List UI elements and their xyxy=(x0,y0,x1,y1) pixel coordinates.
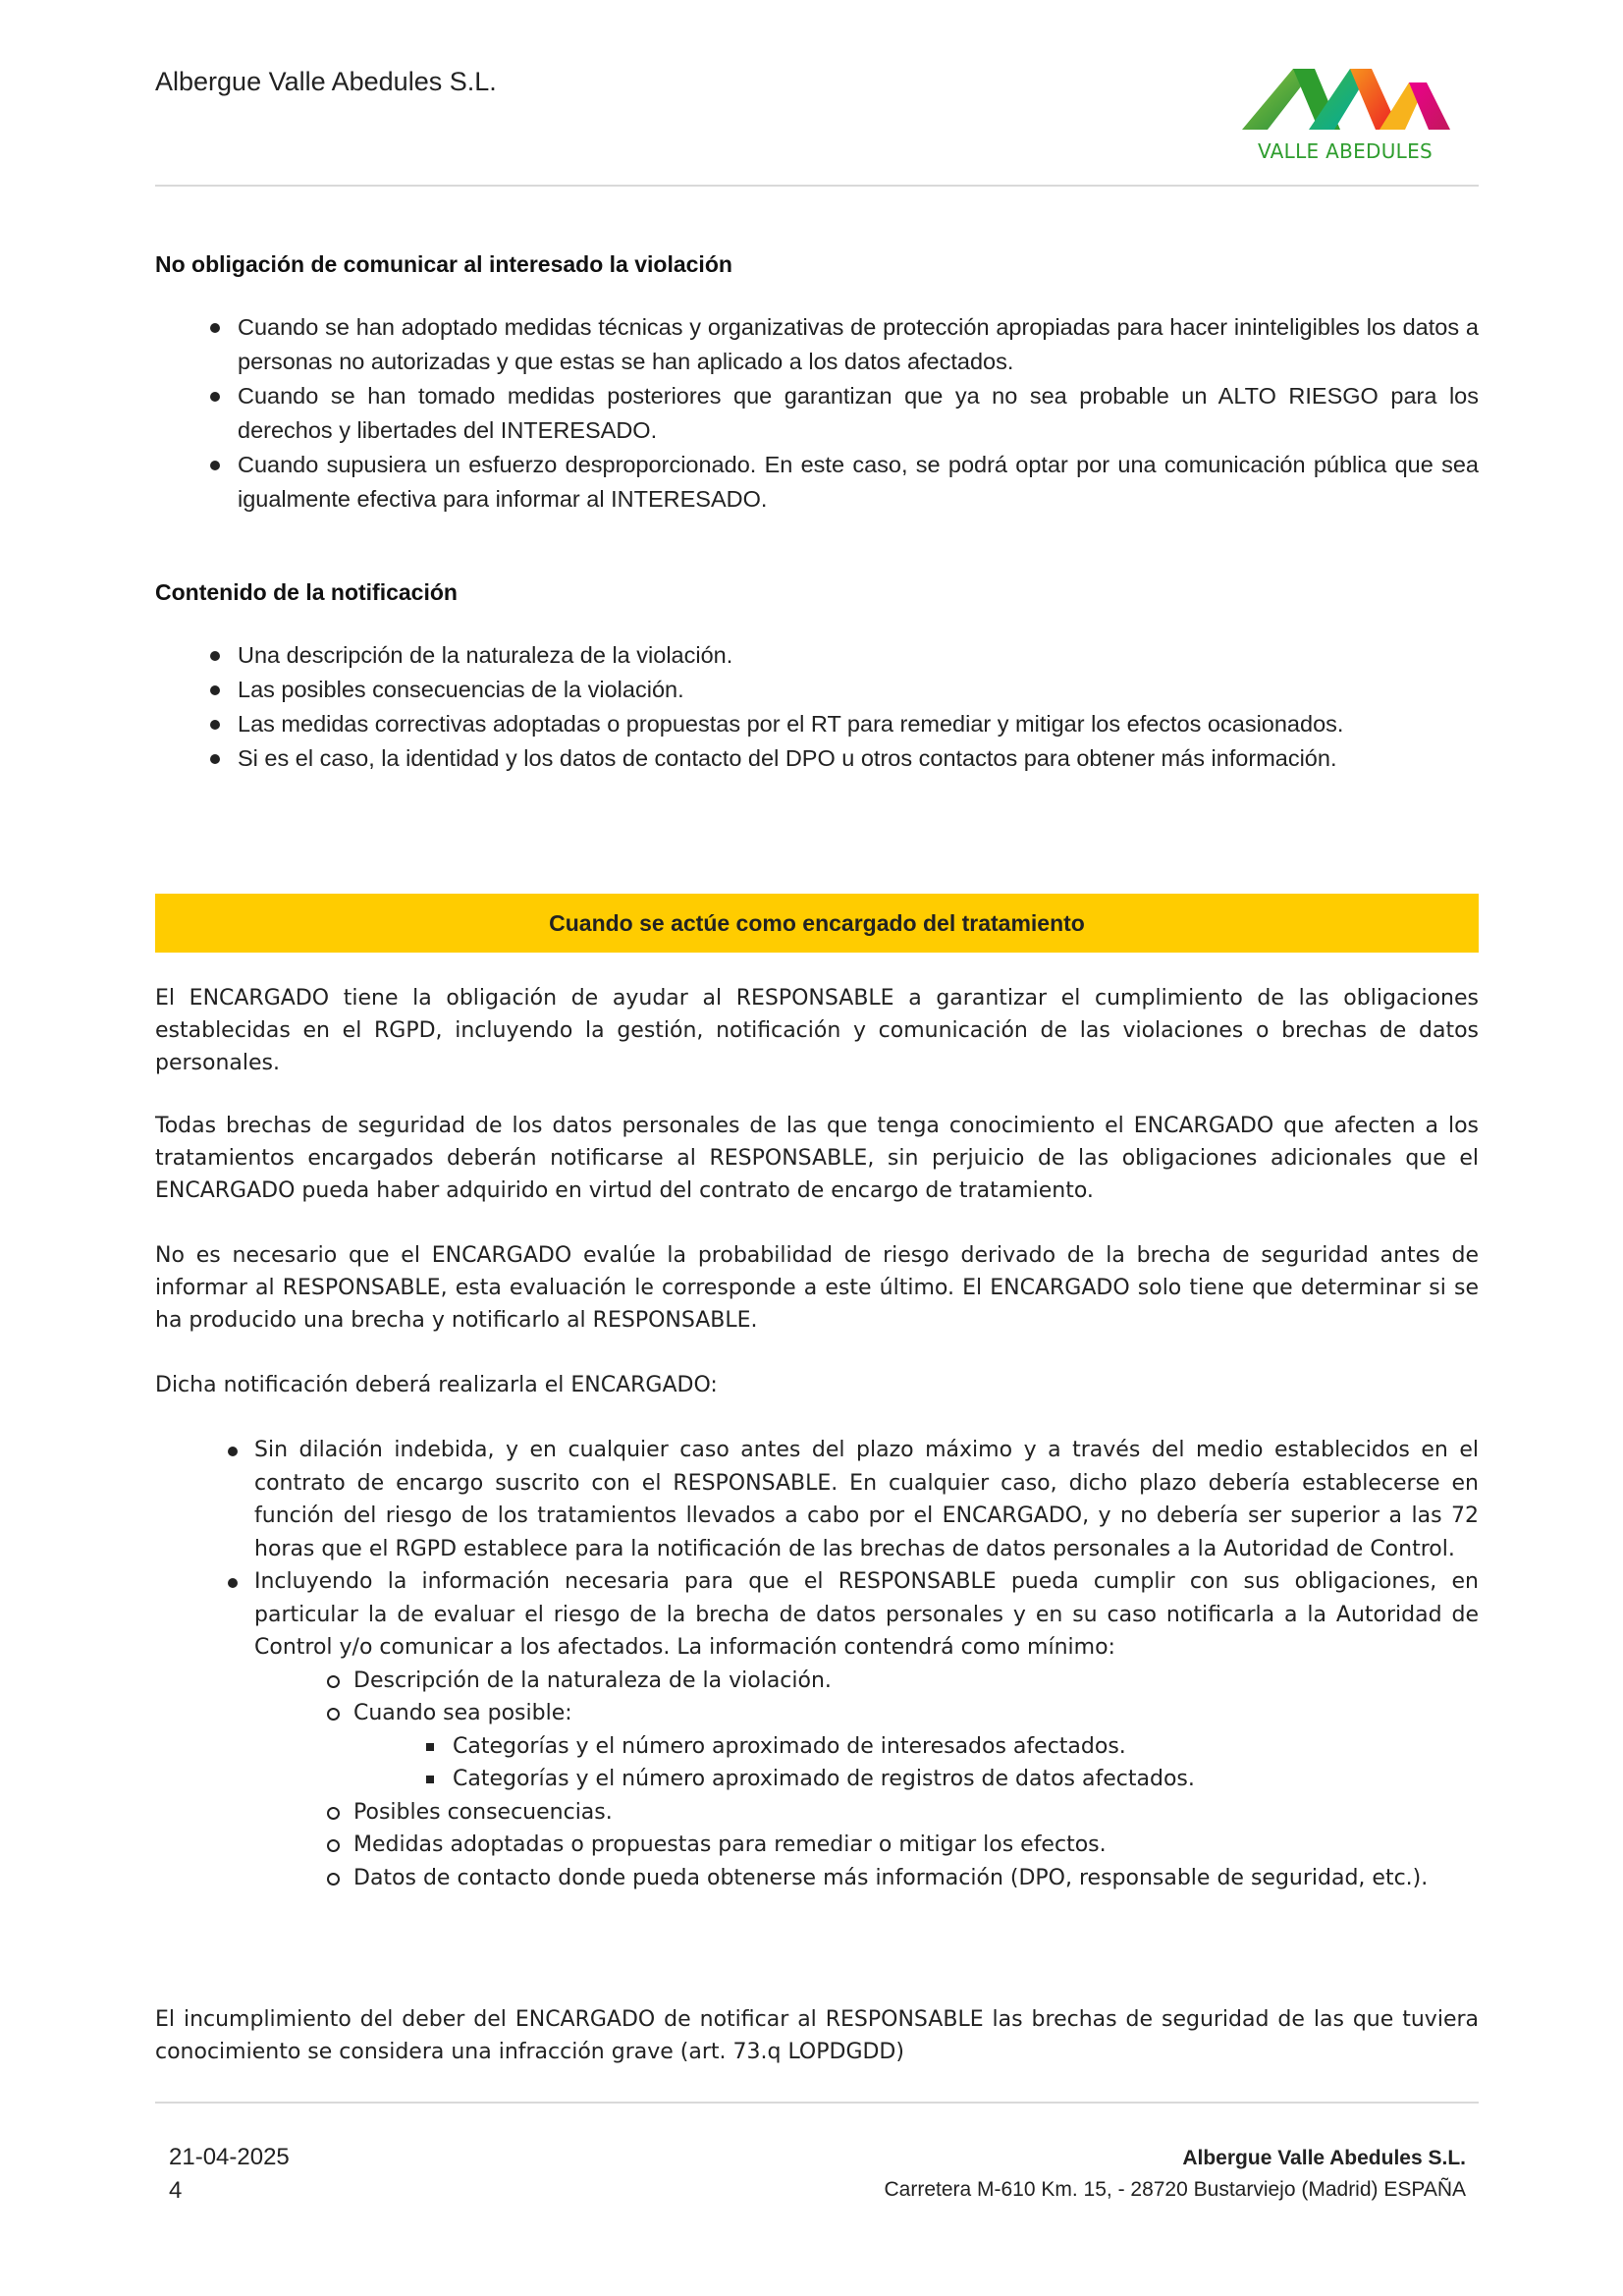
contenido-list xyxy=(155,638,1479,776)
footer-company: Albergue Valle Abedules S.L. xyxy=(1182,2147,1466,2169)
paragraph-dicha-notificacion: Dicha notificación deberá realizarla el ENCARGADO: xyxy=(155,1373,718,1397)
sub-list-item: Datos de contacto donde pueda obtenerse más información (DPO, responsable de seguridad, etc.). xyxy=(254,1862,1479,1895)
sub-list-item: Medidas adoptadas o propuestas para remediar o mitigar los efectos. xyxy=(254,1829,1479,1862)
mountains-logo-icon xyxy=(1232,61,1458,139)
list-item: Cuando se han tomado medidas posteriores que garantizan que ya no sea probable un ALTO RIESGO para los derechos y libertades del INTERESADO. xyxy=(155,379,1479,448)
list-item xyxy=(155,1565,1479,1894)
sub-list-item: Descripción de la naturaleza de la violación. xyxy=(254,1665,1479,1698)
footer-page-number: 4 xyxy=(169,2177,183,2204)
footer-date: 21-04-2025 xyxy=(169,2144,290,2170)
footer-divider xyxy=(155,2102,1479,2104)
logo-wordmark: VALLE ABEDULES xyxy=(1257,139,1434,163)
list-item xyxy=(155,1434,1479,1565)
footer-right xyxy=(884,2143,1466,2206)
informacion-minima-list xyxy=(254,1665,1479,1895)
list-item: Una descripción de la naturaleza de la violación. xyxy=(155,638,1479,673)
list-item: Cuando se han adoptado medidas técnicas y organizativas de protección apropiadas para hacer ininteligibles los datos a personas no autorizadas y que estas se han aplicado a los datos afectados. xyxy=(155,310,1479,379)
list-item: Cuando supusiera un esfuerzo desproporcionado. En este caso, se podrá optar por una comunicación pública que sea igualmente efectiva para informar al INTERESADO. xyxy=(155,448,1479,517)
list-item-text: Incluyendo la información necesaria para que el RESPONSABLE pueda cumplir con sus obligaciones, en particular la de evaluar el riesgo de la brecha de datos personales y en su caso notificarla a la Autoridad de Control y/o comunicar a los afectados. La información contendrá como mínimo: xyxy=(254,1569,1479,1660)
no-obligacion-list xyxy=(155,310,1479,517)
company-logo xyxy=(1232,61,1458,169)
list-item: Si es el caso, la identidad y los datos de contacto del DPO u otros contactos para obtener más información. xyxy=(155,741,1479,776)
section-title-contenido: Contenido de la notificación xyxy=(155,579,458,605)
footer-address: Carretera M-610 Km. 15, - 28720 Bustarviejo (Madrid) ESPAÑA xyxy=(884,2178,1466,2201)
section-title-no-obligacion: No obligación de comunicar al interesado la violación xyxy=(155,251,732,277)
paragraph-brechas-notificar: Todas brechas de seguridad de los datos personales de las que tenga conocimiento el ENCARGADO que afecten a los tratamientos encargados deberán notificarse al RESPONSABLE, sin perjuicio de las obligaciones adicionales que el ENCARGADO pueda haber adquirido en virtud del contrato de encargo de tratamiento. xyxy=(155,1114,1479,1203)
paragraph-encargado-obligacion: El ENCARGADO tiene la obligación de ayudar al RESPONSABLE a garantizar el cumplimiento de las obligaciones establecidas en el RGPD, incluyendo la gestión, notificación y comunicación de las violaciones o brechas de datos personales. xyxy=(155,986,1479,1075)
list-item-text: Sin dilación indebida, y en cualquier caso antes del plazo máximo y a través del medio establecidos en el contrato de encargo suscrito con el RESPONSABLE. En cualquier caso, dicho plazo debería establecerse en función del riesgo de los tratamientos llevados a cabo por el ENCARGADO, y no debería ser superior a las 72 horas que el RGPD establece para la notificación de las brechas de datos personales a la Autoridad de Control. xyxy=(254,1438,1479,1561)
header-divider xyxy=(155,185,1479,187)
sub-list-item-text: Cuando sea posible: xyxy=(353,1701,572,1725)
sub-sub-list-item: Categorías y el número aproximado de registros de datos afectados. xyxy=(353,1763,1479,1796)
sub-list-item xyxy=(254,1697,1479,1796)
list-item: Las posibles consecuencias de la violación. xyxy=(155,673,1479,707)
footer-left xyxy=(169,2141,290,2208)
header-company-name: Albergue Valle Abedules S.L. xyxy=(155,67,497,96)
sub-list-item: Posibles consecuencias. xyxy=(254,1796,1479,1830)
list-item: Las medidas correctivas adoptadas o propuestas por el RT para remediar y mitigar los efectos ocasionados. xyxy=(155,707,1479,741)
paragraph-no-necesario-evaluar: No es necesario que el ENCARGADO evalúe la probabilidad de riesgo derivado de la brecha de seguridad antes de informar al RESPONSABLE, esta evaluación le corresponde a este último. El ENCARGADO solo tiene que determinar si se ha producido una brecha y notificarlo al RESPONSABLE. xyxy=(155,1243,1479,1333)
notificacion-list xyxy=(155,1434,1479,1894)
paragraph-incumplimiento: El incumplimiento del deber del ENCARGADO de notificar al RESPONSABLE las brechas de seguridad de las que tuviera conocimiento se considera una infracción grave (art. 73.q LOPDGDD) xyxy=(155,2007,1479,2064)
cuando-sea-posible-list xyxy=(353,1730,1479,1796)
section-banner-encargado: Cuando se actúe como encargado del tratamiento xyxy=(155,894,1479,953)
sub-sub-list-item: Categorías y el número aproximado de interesados afectados. xyxy=(353,1730,1479,1764)
